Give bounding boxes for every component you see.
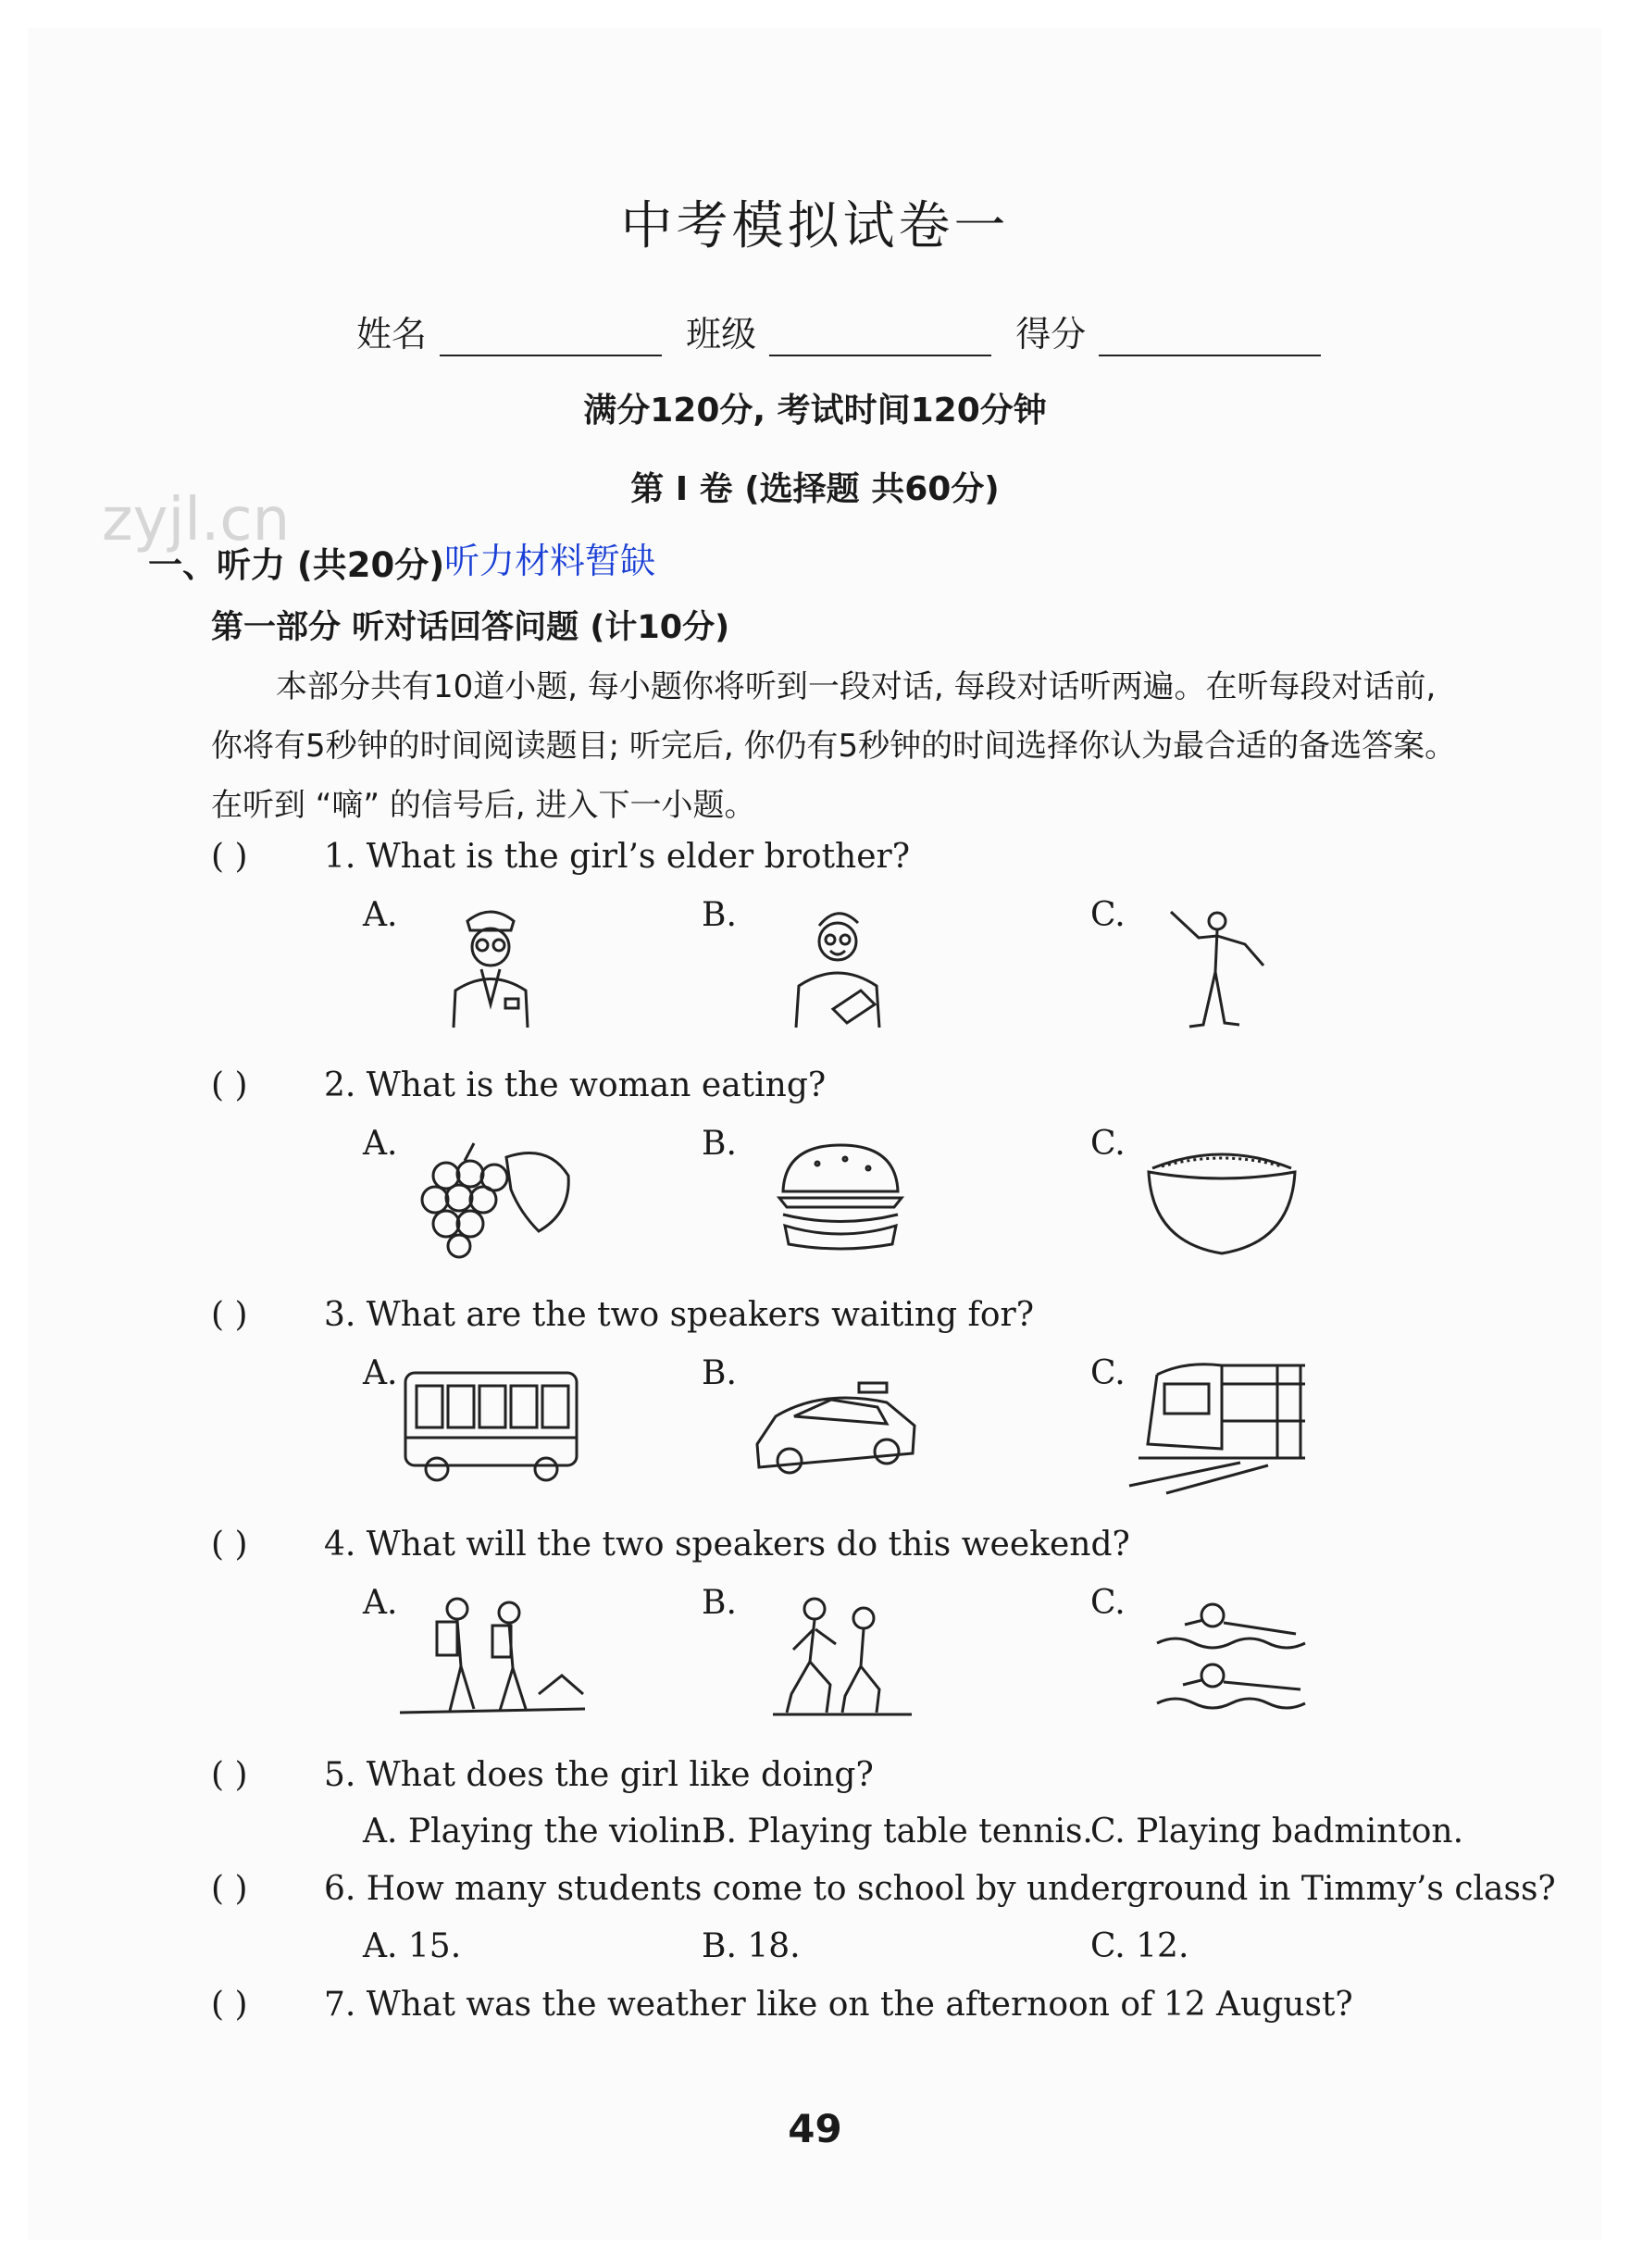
answer-blank[interactable]: ( ) xyxy=(211,1296,248,1334)
answer-blank[interactable]: ( ) xyxy=(211,838,248,876)
score-field[interactable] xyxy=(1099,323,1321,356)
answer-blank[interactable]: ( ) xyxy=(211,1756,248,1794)
section-note: 听力材料暂缺 xyxy=(444,541,656,581)
question-text: 7. What was the weather like on the afternoon of 12 August? xyxy=(324,1986,1353,2024)
dancer-icon[interactable] xyxy=(1162,903,1273,1028)
option-label: A. xyxy=(363,1584,398,1622)
section-heading: 一、听力 (共20分) xyxy=(148,545,445,585)
question-text: 6. How many students come to school by underground in Timmy’s class? xyxy=(324,1870,1556,1908)
part-heading: 第一部分 听对话回答问题 (计10分) xyxy=(211,609,730,646)
score-label: 得分 xyxy=(1015,314,1087,355)
hamburger-icon[interactable] xyxy=(776,1140,905,1252)
name-field[interactable] xyxy=(440,323,662,356)
watermark: zyjl.cn xyxy=(102,486,291,555)
info-line xyxy=(356,305,1334,356)
option-label: C. xyxy=(1090,1125,1126,1163)
question-text: 5. What does the girl like doing? xyxy=(324,1756,874,1794)
exam-score-time: 满分120分, 考试时间120分钟 xyxy=(583,392,1047,430)
option-label: B. xyxy=(702,1125,737,1163)
option-label: A. 15. xyxy=(363,1927,462,1965)
answer-blank[interactable]: ( ) xyxy=(211,1870,248,1908)
option-label: B. xyxy=(702,1354,737,1392)
option-label: A. xyxy=(363,1125,398,1163)
question-text: 3. What are the two speakers waiting for? xyxy=(324,1296,1035,1334)
hiking-icon[interactable] xyxy=(400,1592,585,1722)
option-label: A. Playing the violin. xyxy=(363,1813,713,1851)
page-background xyxy=(28,28,1601,2240)
answer-blank[interactable]: ( ) xyxy=(211,1986,248,2024)
option-label: C. xyxy=(1090,1584,1126,1622)
doctor-icon[interactable] xyxy=(435,903,546,1028)
bus-icon[interactable] xyxy=(400,1365,585,1486)
running-icon[interactable] xyxy=(773,1592,912,1722)
page-title: 中考模拟试卷一 xyxy=(620,196,1010,256)
option-label: A. xyxy=(363,1354,398,1392)
option-label: A. xyxy=(363,896,398,934)
rice-bowl-icon[interactable] xyxy=(1143,1140,1300,1261)
question-text: 2. What is the woman eating? xyxy=(324,1066,827,1104)
volume-heading: 第 I 卷 (选择题 共60分) xyxy=(630,470,1000,508)
option-label: C. Playing badminton. xyxy=(1090,1813,1464,1851)
option-label: C. 12. xyxy=(1090,1927,1189,1965)
grapes-icon[interactable] xyxy=(409,1139,576,1259)
taxi-icon[interactable] xyxy=(748,1379,919,1481)
option-label: B. xyxy=(702,1584,737,1622)
answer-blank[interactable]: ( ) xyxy=(211,1526,248,1564)
question-text: 1. What is the girl’s elder brother? xyxy=(324,838,911,876)
answer-blank[interactable]: ( ) xyxy=(211,1066,248,1104)
name-label: 姓名 xyxy=(356,314,428,355)
train-icon[interactable] xyxy=(1129,1356,1314,1495)
class-field[interactable] xyxy=(769,323,991,356)
option-label: B. Playing table tennis. xyxy=(702,1813,1093,1851)
option-label: B. xyxy=(702,896,737,934)
question-text: 4. What will the two speakers do this weekend? xyxy=(324,1526,1130,1564)
teacher-icon[interactable] xyxy=(782,903,893,1028)
page-number: 49 xyxy=(788,2106,842,2151)
option-label: C. xyxy=(1090,896,1126,934)
option-label: B. 18. xyxy=(702,1927,801,1965)
instructions: 本部分共有10道小题, 每小题你将听到一段对话, 每段对话听两遍。在听每段对话前, 你将有5秒钟的时间阅读题目; 听完后, 你仍有5秒钟的时间选择你认为最合适的备选答案。在听到 “嘀” 的信号后, 进入下一小题。 xyxy=(211,668,1457,824)
class-label: 班级 xyxy=(686,314,757,355)
swimming-icon[interactable] xyxy=(1148,1597,1324,1717)
option-label: C. xyxy=(1090,1354,1126,1392)
